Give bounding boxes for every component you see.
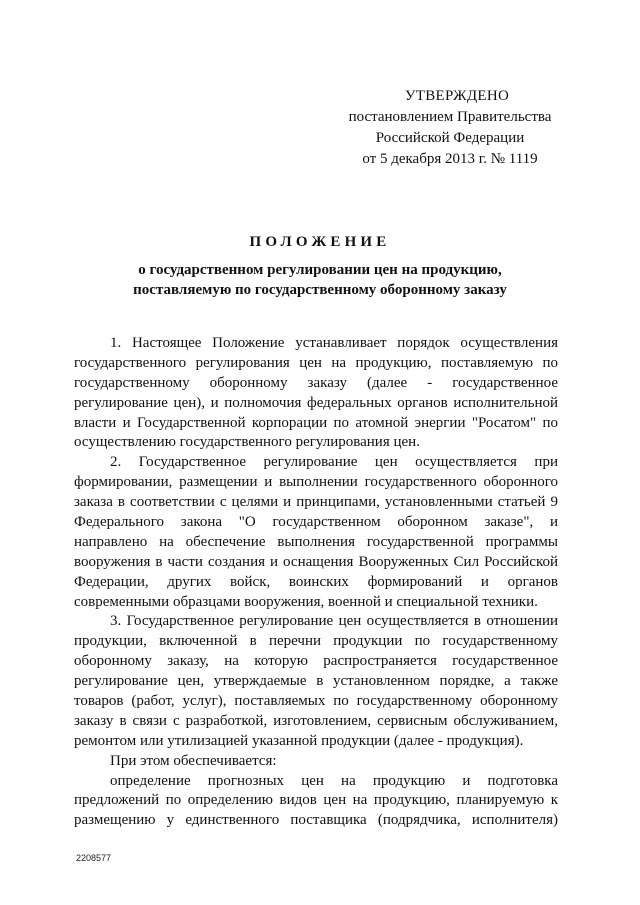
text-line: товаров (работ, услуг), поставляемых по государственному оборонному [74, 693, 558, 710]
text-line: регулирование цен, утверждаемые в установленном порядке, а также [74, 673, 558, 690]
subtitle-line: поставляемую по государственному оборонному заказу [133, 282, 507, 298]
text-line: власти и Государственной корпорации по атомной энергии "Росатом" по [74, 414, 558, 431]
paragraph-2 [74, 453, 558, 612]
text-line: Федерального закона "О государственном оборонном заказе", и [74, 514, 558, 531]
text-line: Федерации, других войск, воинских формирований и органов [74, 573, 558, 590]
text-line: современными образцами вооружения, военной и специальной техники. [74, 593, 538, 610]
text-line: 1. Настоящее Положение устанавливает порядок осуществления [110, 335, 558, 351]
text-line: 2. Государственное регулирование цен осуществляется при [110, 454, 558, 471]
text-line: заказу в связи с разработкой, изготовлением, сервисным обслуживанием, [74, 712, 558, 729]
document-body [74, 334, 558, 831]
text-line: ремонтом или утилизацией указанной продукции (далее - продукция). [74, 732, 524, 749]
approval-stamp: УТВЕРЖДЕНО [404, 88, 510, 104]
paragraph-3 [74, 612, 558, 751]
text-line: определение прогнозных цен на продукцию и подготовка [110, 772, 558, 789]
approval-block [330, 86, 570, 170]
approval-line: Российской Федерации [375, 130, 525, 146]
subtitle-line: о государственном регулировании цен на продукцию, [138, 262, 502, 278]
text-line: 3. Государственное регулирование цен осуществляется в отношении [110, 613, 558, 630]
text-line: регулирование цен), и полномочия федеральных органов исполнительной [74, 394, 558, 411]
paragraph-1 [74, 334, 558, 453]
text-line: направлено на обеспечение выполнения государственной программы [74, 533, 558, 550]
document-code: 2208577 [76, 853, 112, 863]
text-line: осуществлению государственного регулирования цен. [74, 434, 420, 451]
text-line: оборонному заказу, на которую распространяется государственное [74, 653, 558, 670]
text-line: формировании, размещении и выполнении государственного оборонного [74, 474, 558, 491]
text-line: размещению у единственного поставщика (подрядчика, исполнителя) [74, 812, 558, 829]
text-line: заказа в соответствии с целями и принципами, установленными статьей 9 [74, 494, 558, 511]
text-line: предложений по определению видов цен на продукцию, планируемую к [74, 792, 558, 809]
document-subtitle [0, 260, 640, 300]
text-line: государственного регулирования цен на продукцию, поставляемую по [74, 354, 558, 371]
text-line: государственному оборонному заказу (далее - государственное [74, 374, 558, 391]
document-title: ПОЛОЖЕНИЕ [249, 234, 391, 250]
text-line: При этом обеспечивается: [110, 752, 277, 769]
approval-line: от 5 декабря 2013 г. № 1119 [362, 151, 538, 167]
approval-line: постановлением Правительства [348, 109, 552, 125]
paragraph-4 [74, 752, 558, 772]
text-line: вооружения в части создания и оснащения Вооруженных Сил Российской [74, 553, 558, 570]
paragraph-5 [74, 772, 558, 832]
text-line: продукции, включенной в перечни продукции по государственному [74, 633, 558, 650]
